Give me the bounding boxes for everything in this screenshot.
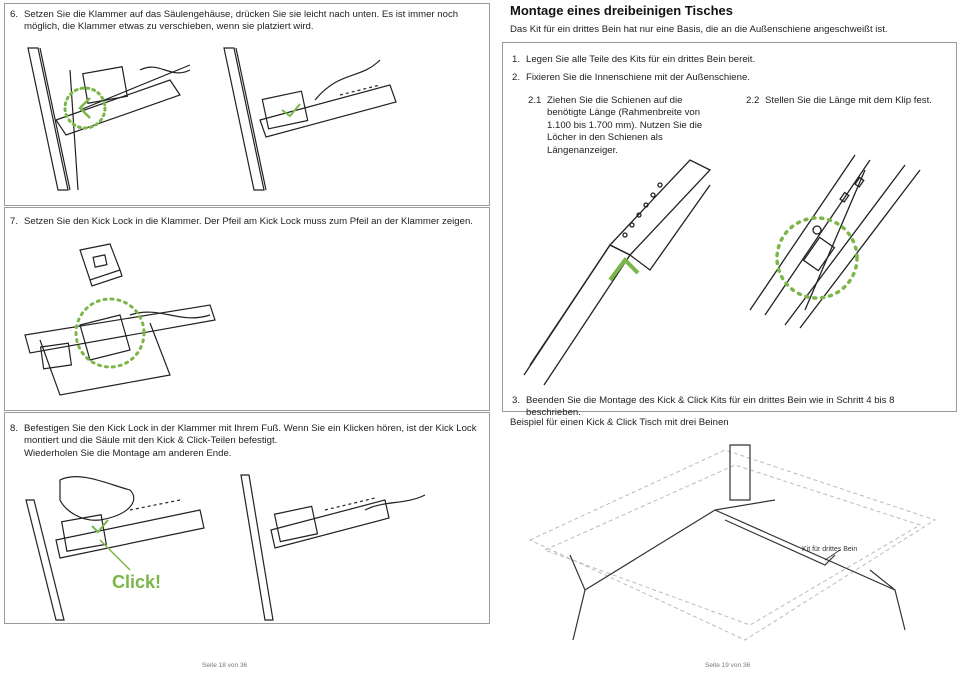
page-title: Montage eines dreibeinigen Tisches: [510, 3, 733, 18]
step6-text: 6. Setzen Sie die Klammer auf das Säulengehäuse, drücken Sie sie leicht nach unten. Es ist immer noch möglich, die Klammer etwas zu verschieben, wenn sie platziert wird.: [10, 9, 459, 33]
kit-label: Kit für drittes Bein: [802, 546, 858, 553]
step2-text: 2. Fixieren Sie die Innenschiene mit der Außenschiene.: [512, 72, 750, 83]
intro-text: Das Kit für ein drittes Bein hat nur eine Basis, die an die Außenschiene angeschweißt ist.: [510, 24, 888, 35]
step7-text: 7. Setzen Sie den Kick Lock in die Klammer. Der Pfeil am Kick Lock muss zum Pfeil an der Klammer zeigen.: [10, 216, 473, 227]
step6-illustration-a: [20, 40, 220, 200]
left-page-footer: Seite 18 von 36: [202, 662, 248, 669]
step8-illustration-a: [20, 470, 220, 620]
step6-illustration-b: [220, 40, 420, 200]
step8-illustration-b: [235, 470, 435, 620]
step8-text: 8. Befestigen Sie den Kick Lock in der Klammer mit Ihrem Fuß. Wenn Sie ein Klicken hören, ist der Kick Lock montiert und die Säule mit den Kick & Click-Teilen befestigt. Wiederholen Sie die Montage am anderen Ende.: [10, 423, 477, 459]
step2-1-text: 2.1 Ziehen Sie die Schienen auf die benötigte Länge (Rahmenbreite von 1.100 bis 1.700 mm). Nutzen Sie die Löcher in den Schienen als Längenanzeiger.: [528, 95, 703, 156]
example-caption: Beispiel für einen Kick & Click Tisch mit drei Beinen: [510, 417, 729, 428]
three-leg-table-illustration: [525, 440, 945, 655]
right-page-footer: Seite 19 von 36: [705, 662, 751, 669]
step1-text: 1. Legen Sie alle Teile des Kits für ein drittes Bein bereit.: [512, 54, 756, 65]
step7-illustration: [20, 295, 220, 405]
step3-text: 3. Beenden Sie die Montage des Kick & Click Kits für ein drittes Bein wie in Schritt 4 bis 8 beschrieben.: [512, 395, 895, 419]
click-label: Click!: [112, 572, 162, 592]
step7-kicklock-part: [70, 240, 130, 290]
rail-extension-illustration: [520, 155, 720, 385]
rail-clip-illustration: [745, 150, 945, 330]
step2-2-text: 2.2 Stellen Sie die Länge mit dem Klip fest.: [746, 95, 932, 106]
